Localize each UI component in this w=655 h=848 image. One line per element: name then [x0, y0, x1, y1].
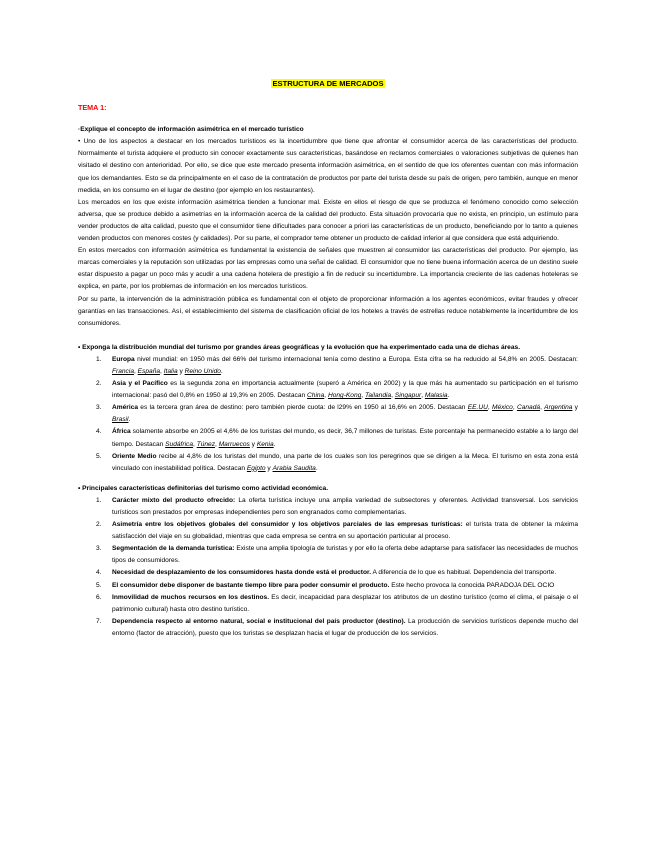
country-name: Francia — [112, 367, 134, 375]
characteristic-title: Asimetría entre los objetivos globales del consumidor y los objetivos parciales de las empresas turísticas: — [112, 521, 463, 529]
country-name: Argentina — [544, 404, 573, 412]
section2-list — [78, 354, 578, 475]
section3-question: • Principales características definitorias del turismo como actividad económica. — [78, 484, 329, 492]
region-item — [78, 354, 578, 378]
separator: y — [249, 440, 257, 448]
region-item — [78, 378, 578, 402]
separator: , — [540, 404, 545, 412]
separator: , — [512, 404, 517, 412]
country-name: Malasia — [424, 392, 448, 400]
section1-paragraph: Los mercados en los que existe información asimétrica tienden a funcionar mal. Existe en ellos el riesgo de que se produzca el fenómeno conocido como selección adversa, que se produce debido a asimetrías en la información acerca de la calidad del producto. Esta situación provocaría que no exista, en principio, un estímulo para vender productos de alta calidad, puesto que el consumidor tiene dificultades para conocer a priori las características de un producto, beneficiando por lo tanto a quienes venden productos con menores costes (y calidades). Por su parte, el comprador teme obtener un producto de calidad inferior al que considera que está adquiriendo. — [78, 198, 578, 243]
item-number: 5. — [96, 452, 102, 460]
tema-heading: TEMA 1: — [78, 103, 107, 113]
country-name: Sudáfrica — [165, 440, 194, 448]
section1-paragraph: En estos mercados con información asimétrica es fundamental la existencia de señales que muestren al consumidor las características del producto. Por ejemplo, las marcas comerciales y la reputación son utilizadas por las empresas como una señal de calidad. El consumidor que no tiene buena información acerca de un destino suele estar dispuesto a pagar un poco más y acudir a una cadena hotelera de prestigio a fin de reducir su incertidumbre. La importancia creciente de las cadenas hoteleras se explica, en parte, por los problemas de información en los mercados turísticos. — [78, 247, 578, 291]
country-name: Canadá — [516, 404, 541, 412]
section1-paragraph: Por su parte, la intervención de la administración pública es fundamental con el objeto de proporcionar información a los agentes económicos, evitar fraudes y ofrecer garantías en las transacciones. Así, el establecimiento del sistema de clasificación oficial de los hoteles a través de estrellas reduce notablemente la incertidumbre de los consumidores. — [78, 295, 578, 327]
country-name: Kenia — [256, 440, 274, 448]
characteristic-title: El consumidor debe disponer de bastante tiempo libre para poder consumir el producto. — [112, 581, 390, 589]
item-number: 2. — [96, 380, 102, 388]
country-name: Hong-Kong — [327, 392, 362, 400]
item-number: 1. — [96, 355, 102, 363]
characteristic-item — [78, 543, 578, 567]
item-number: 3. — [96, 545, 102, 553]
characteristic-item — [78, 519, 578, 543]
spacer — [78, 330, 578, 342]
country-name: Italia — [163, 367, 178, 375]
separator: , — [361, 392, 365, 400]
characteristic-item — [78, 495, 578, 519]
item-number: 4. — [96, 428, 102, 436]
separator: , — [487, 404, 492, 412]
characteristic-item — [78, 616, 578, 640]
region-name: América — [112, 404, 139, 412]
characteristic-title: Segmentación de la demanda turística: — [112, 545, 235, 553]
item-number: 6. — [96, 593, 102, 601]
item-number: 7. — [96, 617, 102, 625]
region-text: es la segunda zona en importancia actualmente (superó a América en 2002) y la que más ha aumentado su participación en el turismo internacional: pasó del 0,8% en 1950 al 19,3% en 2005. Destacan — [112, 380, 578, 400]
characteristic-title: Dependencia respecto al entorno natural, social e institucional del país productor (destino). — [112, 617, 406, 625]
country-name: Reino Unido — [184, 367, 221, 375]
document-page — [78, 78, 578, 640]
separator: y — [265, 464, 273, 472]
sentence-end: . — [128, 416, 131, 424]
separator: , — [391, 392, 395, 400]
country-name: México — [491, 404, 513, 412]
region-item — [78, 451, 578, 475]
characteristic-text: el turista trata de obtener la máxima satisfacción del viaje en su globalidad, mientras que cada empresa se centra en su aportación particular al proceso. — [112, 521, 578, 541]
section2-question: • Exponga la distribución mundial del turismo por grandes áreas geográficas y la evolución que ha experimentado cada una de dichas áreas. — [78, 343, 521, 351]
item-number: 1. — [96, 496, 102, 504]
separator: , — [160, 367, 164, 375]
sentence-end: . — [447, 392, 450, 400]
item-number: 4. — [96, 569, 102, 577]
country-name: China — [307, 392, 325, 400]
characteristic-text: Es decir, incapacidad para desplazar los atributos de un destino turístico (como el clima, el paisaje o el patrimonio cultural) hasta otro destino turístico. — [112, 593, 578, 613]
country-name: Arabia Saudita — [272, 464, 316, 472]
region-name: África — [112, 428, 131, 436]
sentence-end: . — [315, 464, 318, 472]
sentence-end: . — [273, 440, 276, 448]
region-text: nivel mundial: en 1950 más del 66% del turismo internacional tenía como destino a Europa. Esta cifra se ha reducido al 54,8% en 2005. Destacan: — [134, 355, 578, 363]
sentence-end: . — [220, 367, 223, 375]
separator: y — [177, 367, 185, 375]
characteristic-item — [78, 580, 578, 592]
country-name: Singapur — [394, 392, 422, 400]
separator: y — [572, 404, 578, 412]
region-text: recibe al 4,8% de los turistas del mundo, una parte de los cuales son los peregrinos que se dirigen a la Meca. El turismo en esta zona está vinculado con inestabilidad política. Destacan — [112, 452, 578, 472]
country-name: Brasil — [112, 416, 129, 424]
section3-list — [78, 495, 578, 640]
separator: , — [215, 440, 219, 448]
region-name: Asia y el Pacífico — [112, 380, 168, 388]
region-item — [78, 402, 578, 426]
country-name: España — [137, 367, 161, 375]
item-number: 2. — [96, 521, 102, 529]
characteristic-text: A diferencia de lo que es habitual. Dependencia del transporte. — [371, 569, 557, 577]
region-name: Oriente Medio — [112, 452, 157, 460]
region-name: Europa — [112, 355, 135, 363]
characteristic-item — [78, 567, 578, 579]
separator: , — [421, 392, 425, 400]
separator: , — [324, 392, 328, 400]
characteristic-text: Existe una amplia tipología de turistas y por ello la oferta debe adaptarse para satisfacer las necesidades de muchos tipos de consumidores. — [112, 545, 578, 565]
region-text: es la tercera gran área de destino: pero también pierde cuota: de l29% en 1950 al 16,6% en 2005. Destacan — [138, 404, 468, 412]
country-name: Túnez — [196, 440, 216, 448]
characteristic-title: Inmovilidad de muchos recursos en los destinos. — [112, 593, 270, 601]
separator: , — [134, 367, 138, 375]
separator: , — [193, 440, 197, 448]
characteristic-title: Necesidad de desplazamiento de los consumidores hasta donde está el productor. — [112, 569, 372, 577]
characteristic-text: Este hecho provoca la conocida PARADOJA DEL OCIO — [389, 581, 555, 589]
region-text: solamente absorbe en 2005 el 4,6% de los turistas del mundo, es decir, 36,7 millones de turistas. Este porcentaje ha permanecido estable a lo largo del tiempo. Destacan — [112, 428, 578, 448]
spacer — [78, 475, 578, 483]
title-wrap — [78, 78, 578, 91]
region-item — [78, 426, 578, 450]
characteristic-title: Carácter mixto del producto ofrecido: — [112, 496, 236, 504]
country-name: Tailandia — [364, 392, 392, 400]
country-name: Egipto — [246, 464, 266, 472]
characteristic-text: La oferta turística incluye una amplia variedad de subsectores y oferentes. Actividad transversal. Los servicios turísticos son prestados por empresas independientes pero son engranados como complementarias. — [112, 496, 578, 516]
characteristic-item — [78, 592, 578, 616]
country-name: Marruecos — [218, 440, 250, 448]
section1-paragraph: • Uno de los aspectos a destacar en los mercados turísticos es la incertidumbre que tiene que afrontar el consumidor acerca de las características del producto. Normalmente el turista adquiere el producto sin conocer exactamente sus características, basándose en reclamos comerciales o valoraciones subjetivas de quienes han visitado el destino con anterioridad. Por ello, se dice que este mercado presenta información asimétrica, en el sentido de que los oferentes cuentan con más información que los demandantes. Esto se da principalmente en el caso de la contratación de productos por parte del turista desde su país de origen, pero también, aunque en menor medida, en los consumo en el lugar de destino (por ejemplo en los restaurantes). — [78, 138, 578, 194]
section1-body — [78, 136, 578, 330]
document-title: ESTRUCTURA DE MERCADOS — [272, 79, 384, 88]
country-name: EE.UU — [467, 404, 488, 412]
item-number: 5. — [96, 581, 102, 589]
characteristic-text: La producción de servicios turísticos depende mucho del entorno (factor de atracción), puesto que los turistas se desplazan hacia el lugar de producción de los servicios. — [112, 617, 578, 637]
item-number: 3. — [96, 404, 102, 412]
section1-question: ·Explique el concepto de información asimétrica en el mercado turístico — [78, 126, 304, 134]
